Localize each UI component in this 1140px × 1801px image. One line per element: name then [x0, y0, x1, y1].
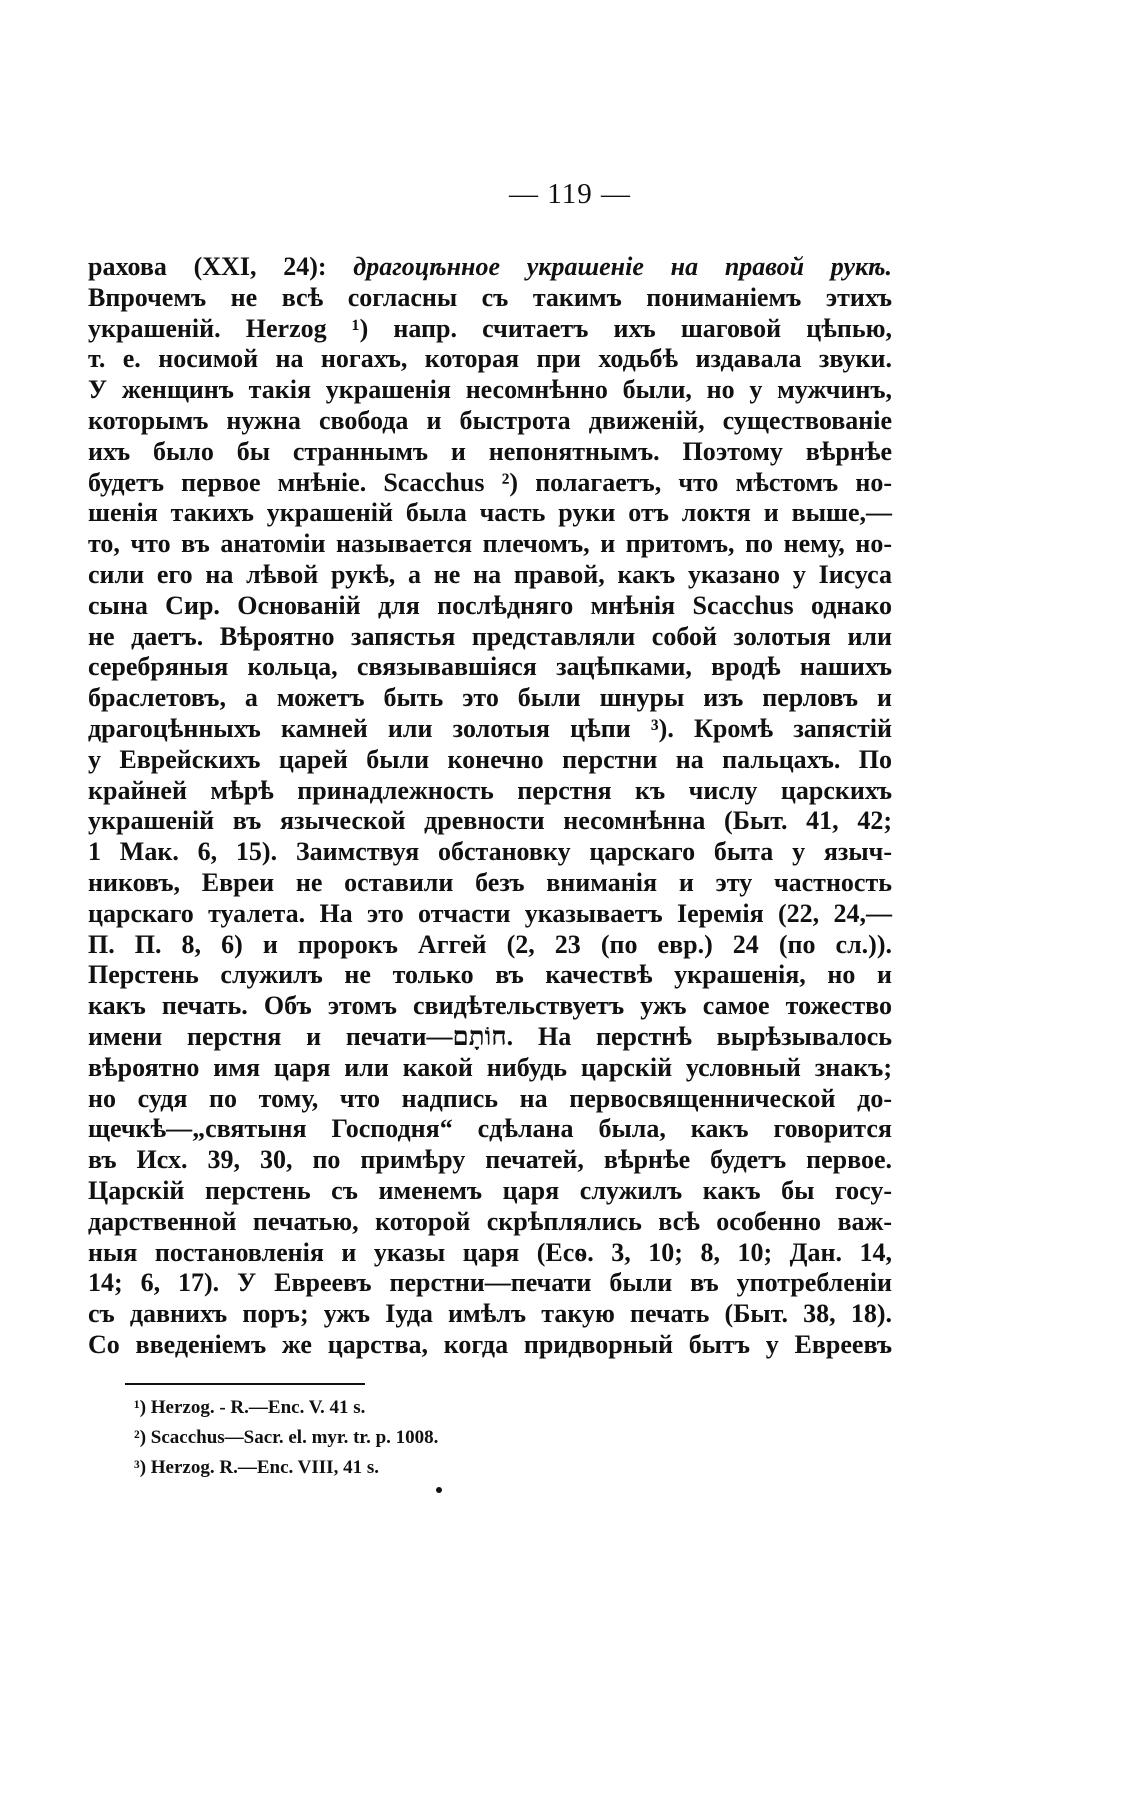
- text-line: П. П. 8, 6) и пророкъ Аггей (2, 23 (по евр.) 24 (по сл.)).: [88, 929, 892, 959]
- hebrew-word: חוֹתָם: [452, 1021, 507, 1052]
- text-line: сына Сир. Основаній для послѣдняго мнѣнія Scacchus однако: [88, 590, 892, 620]
- text-line: 1 Мак. 6, 15). Заимствуя обстановку царскаго быта у языч-: [88, 837, 892, 867]
- text-line: царскаго туалета. На это отчасти указываетъ Іеремія (22, 24,—: [88, 898, 892, 928]
- text-line: сили его на лѣвой рукѣ, а не на правой, какъ указано у Іисуса: [88, 559, 892, 589]
- italic-quote: драгоцѣнное украшеніе на правой рукѣ.: [353, 252, 892, 281]
- text-line: украшеній въ языческой древности несомнѣнна (Быт. 41, 42;: [88, 806, 892, 836]
- text-line: вѣроятно имя царя или какой нибудь царскій условный знакъ;: [88, 1052, 892, 1082]
- text-line: ныя постановленія и указы царя (Есѳ. 3, 10; 8, 10; Дан. 14,: [88, 1237, 892, 1267]
- text-line: которымъ нужна свобода и быстрота движеній, существованіе: [88, 405, 892, 435]
- text-line: т. е. носимой на ногахъ, которая при ходьбѣ издавала звуки.: [88, 344, 892, 374]
- footnote-divider: [125, 1383, 365, 1385]
- footnote-text: Scacchus—Sacr. el. myr. tr. p. 1008.: [150, 1427, 439, 1448]
- text-line: то, что въ анатоміи называется плечомъ, и притомъ, по нему, но-: [88, 529, 892, 559]
- text-line: какъ печать. Объ этомъ свидѣтельствуетъ ужъ самое тожество: [88, 991, 892, 1021]
- footnotes: [134, 1393, 834, 1483]
- text-run: имени перстня и печати—: [88, 1021, 453, 1051]
- text-line: Царскій перстень съ именемъ царя служилъ какъ бы госу-: [88, 1175, 892, 1205]
- text-line: ихъ было бы страннымъ и непонятнымъ. Поэтому вѣрнѣе: [88, 436, 892, 466]
- footnote-text: Herzog. R.—Enc. VIII, 41 s.: [150, 1457, 379, 1478]
- text-line: Со введеніемъ же царства, когда придворный бытъ у Евреевъ: [88, 1329, 892, 1359]
- footnote-mark: ²): [134, 1427, 147, 1448]
- footnote-mark: ¹): [134, 1397, 147, 1418]
- text-line: будетъ первое мнѣніе. Scacchus ²) полагаетъ, что мѣстомъ но-: [88, 467, 892, 497]
- text-run: . На перстнѣ вырѣзывалось: [506, 1021, 892, 1051]
- text-line: шенія такихъ украшеній была часть руки отъ локтя и выше,—: [88, 498, 892, 528]
- text-line: щечкѣ—„святыня Господня“ сдѣлана была, какъ говорится: [88, 1114, 892, 1144]
- text-line: Перстень служилъ не только въ качествѣ украшенія, но и: [88, 960, 892, 990]
- footnote: [134, 1393, 834, 1423]
- footnote-text: Herzog. - R.—Enc. V. 41 s.: [150, 1397, 366, 1418]
- text-line: въ Исх. 39, 30, по примѣру печатей, вѣрнѣе будетъ первое.: [88, 1145, 892, 1175]
- text-line: 14; 6, 17). У Евреевъ перстни—печати были въ употребленіи: [88, 1268, 892, 1298]
- footnote: [134, 1453, 834, 1483]
- text-line: [88, 1022, 892, 1053]
- text-line: Впрочемъ не всѣ согласны съ такимъ пониманіемъ этихъ: [88, 282, 892, 312]
- text-line: браслетовъ, а можетъ быть это были шнуры изъ перловъ и: [88, 683, 892, 713]
- text-line: драгоцѣнныхъ камней или золотыя цѣпи ³). Кромѣ запястій: [88, 713, 892, 743]
- text-line: крайней мѣрѣ принадлежность перстня къ числу царскихъ: [88, 775, 892, 805]
- text-line: У женщинъ такія украшенія несомнѣнно были, но у мужчинъ,: [88, 375, 892, 405]
- text-line: дарственной печатью, которой скрѣплялись всѣ особенно важ-: [88, 1206, 892, 1236]
- text-line: никовъ, Евреи не оставили безъ вниманія и эту частность: [88, 867, 892, 897]
- text-line: не даетъ. Вѣроятно запястья представляли собой золотыя или: [88, 621, 892, 651]
- text-line: но судя по тому, что надпись на первосвященнической до-: [88, 1083, 892, 1113]
- text-line: серебряныя кольца, связывавшіяся зацѣпками, вродѣ нашихъ: [88, 652, 892, 682]
- footnote: [134, 1423, 834, 1453]
- text-run: рахова (XXI, 24):: [88, 252, 354, 281]
- page-number: — 119 —: [509, 178, 631, 210]
- text-line: украшеній. Herzog ¹) напр. считаетъ ихъ шаговой цѣпью,: [88, 313, 892, 343]
- text-line: съ давнихъ поръ; ужъ Іуда имѣлъ такую печать (Быт. 38, 18).: [88, 1299, 892, 1329]
- footnote-mark: ³): [134, 1457, 147, 1478]
- text-line: у Еврейскихъ царей были конечно перстни на пальцахъ. По: [88, 744, 892, 774]
- body-text: [88, 252, 892, 1361]
- text-line: [88, 252, 892, 283]
- print-dot: [436, 1487, 442, 1493]
